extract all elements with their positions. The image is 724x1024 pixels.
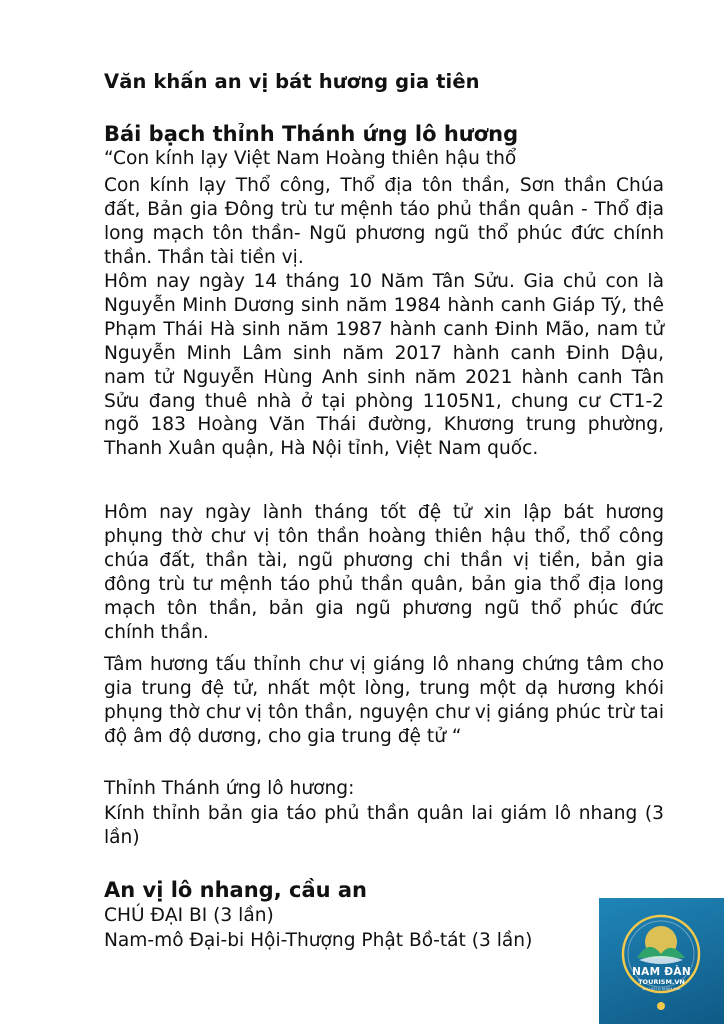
paragraph-altar-setup: Hôm nay ngày lành tháng tốt đệ tử xin lập bát hương phụng thờ chư vị tôn thần hoàng thiên hậu thổ, thổ công chúa đất, thần tài, ngũ phương chi thần vị tiền, bản gia đông trù tư mệnh táo phủ thần quân, bản gia thổ địa long mạch tôn thần, bản gia ngũ phương ngũ thổ phúc đức chính thần.: [104, 502, 664, 643]
logo-emblem-icon: [599, 898, 724, 1024]
logo-brand-text: NAM ĐÀN: [632, 966, 691, 978]
section-heading-invocation: Bái bạch thỉnh Thánh ứng lô hương: [104, 122, 519, 146]
opening-line: “Con kính lạy Việt Nam Hoàng thiên hậu thổ: [104, 148, 517, 169]
paragraph-deities: Con kính lạy Thổ công, Thổ địa tôn thần, Sơn thần Chúa đất, Bản gia Đông trù tư mệnh táo phủ thần quân - Thổ địa long mạch tôn thần- Ngũ phương ngũ thổ phúc đức chính thần. Thần tài tiền vị.: [104, 175, 664, 268]
section-heading-installation: An vị lô nhang, cầu an: [104, 878, 367, 902]
paragraph-family-info: Hôm nay ngày 14 tháng 10 Năm Tân Sửu. Gia chủ con là Nguyễn Minh Dương sinh năm 1984 hành canh Giáp Tý, thê Phạm Thái Hà sinh năm 1987 hành canh Đinh Mão, nam tử Nguyễn Minh Lâm sinh năm 2017 hành canh Đinh Dậu, nam tử Nguyễn Hùng Anh sinh năm 2021 hành canh Tân Sửu đang thuê nhà ở tại phòng 1105N1, chung cư CT1-2 ngõ 183 Hoàng Văn Thái đường, Khương trung phường, Thanh Xuân quận, Hà Nội tỉnh, Việt Nam quốc.: [104, 271, 664, 460]
logo-tagline: DU LỊCH & KHÁM PHÁ: [642, 987, 681, 991]
document-title: Văn khấn an vị bát hương gia tiên: [104, 70, 480, 93]
paragraph-prayer: Tâm hương tấu thỉnh chư vị giáng lô nhang chứng tâm cho gia trung đệ tử, nhất một lòng, trung một dạ hương khói phụng thờ chư vị tôn thần, nguyện chư vị giáng phúc trừ tai độ âm độ dương, cho gia trung đệ tử “: [104, 654, 664, 747]
chant-line-namo: Nam-mô Đại-bi Hội-Thượng Phật Bồ-tát (3 lần): [104, 930, 533, 951]
logo-domain-text: TOURISM.VN: [638, 978, 685, 986]
chant-line-dai-bi: CHÚ ĐẠI BI (3 lần): [104, 905, 274, 926]
invocation-prompt: Thỉnh Thánh ứng lô hương:: [104, 778, 355, 799]
invocation-text: Kính thỉnh bản gia táo phủ thần quân lai giám lô nhang (3 lần): [104, 803, 664, 848]
nam-dan-tourism-logo: [599, 898, 724, 1024]
